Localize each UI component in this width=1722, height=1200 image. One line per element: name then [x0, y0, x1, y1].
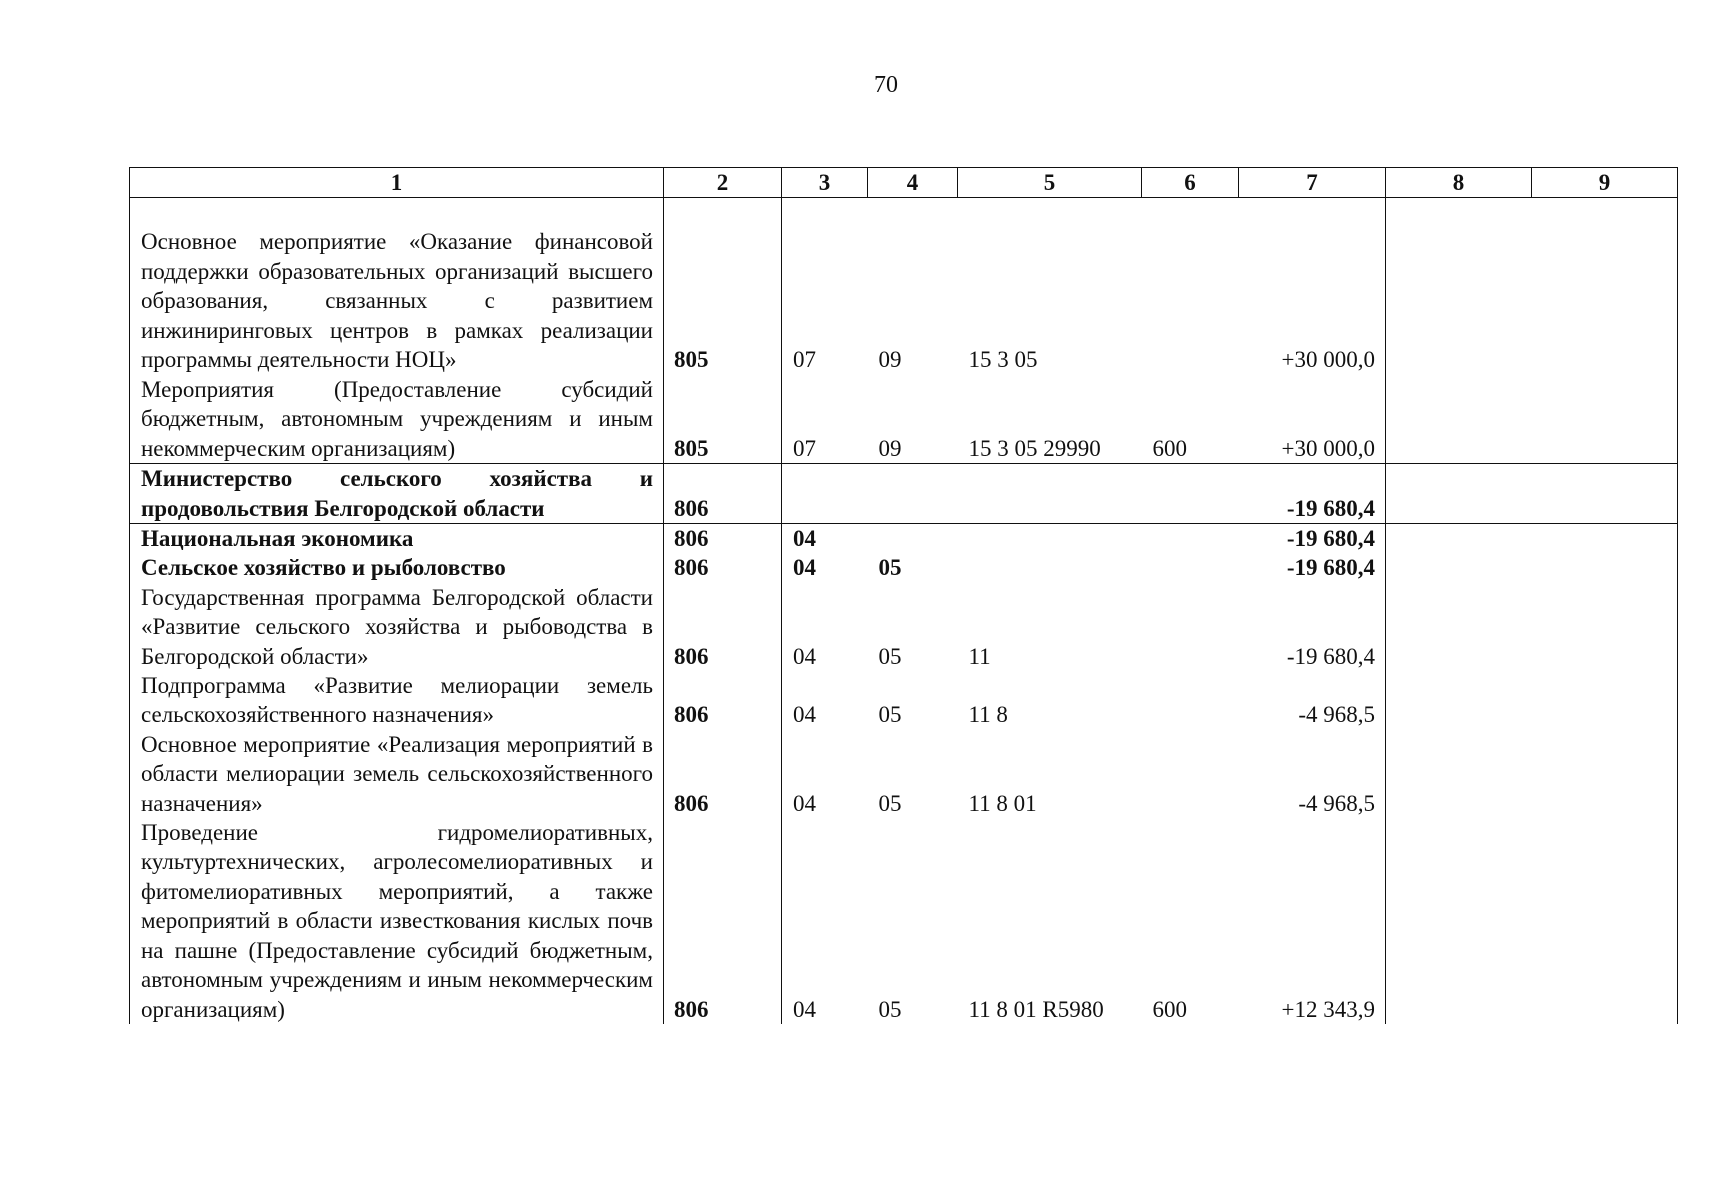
cell-expense-type: [1142, 730, 1239, 818]
header-col-3: 3: [782, 168, 868, 198]
cell-subsection: 05: [878, 643, 902, 669]
cell-col-9: [1532, 583, 1678, 671]
cell-col-8: [1386, 375, 1532, 464]
header-col-7: 7: [1239, 168, 1386, 198]
cell-col-8: [1386, 818, 1532, 1024]
cell-section: 04: [793, 996, 816, 1022]
row-description: Министерство сельского хозяйства и продовольствия Белгородской области: [130, 464, 664, 524]
header-col-4: 4: [868, 168, 958, 198]
row-description: Национальная экономика: [130, 524, 664, 554]
cell-subsection: [868, 464, 958, 524]
cell-target-article: 15 3 05 29990: [968, 435, 1101, 461]
header-col-2: 2: [664, 168, 782, 198]
cell-amount: -19 680,4: [1239, 524, 1386, 554]
table-row: [130, 730, 1678, 818]
table-row: [130, 583, 1678, 671]
cell-ministry-code: 805: [664, 375, 782, 464]
cell-expense-type: [1142, 671, 1239, 730]
cell-col-9: [1532, 818, 1678, 1024]
cell-amount: -4 968,5: [1239, 730, 1386, 818]
table-header: [130, 168, 1678, 198]
row-description: Основное мероприятие «Оказание финансовой поддержки образовательных организаций высшего образования, связанных с развитием инжиниринговых центров в рамках реализации программы деятельности НОЦ»: [130, 198, 664, 375]
cell-target-article: 11 8: [968, 702, 1008, 728]
row-description: Государственная программа Белгородской области «Развитие сельского хозяйства и рыбоводства в Белгородской области»: [130, 583, 664, 671]
cell-col-9: [1532, 464, 1678, 524]
cell-expense-type: [1142, 583, 1239, 671]
header-col-6: 6: [1142, 168, 1239, 198]
cell-subsection: 05: [878, 555, 902, 581]
cell-target-article: [958, 553, 1142, 582]
cell-col-8: [1386, 671, 1532, 730]
cell-amount: -4 968,5: [1239, 671, 1386, 730]
cell-col-9: [1532, 375, 1678, 464]
cell-col-9: [1532, 553, 1678, 582]
cell-target-article: 11 8 01: [968, 790, 1037, 816]
cell-col-8: [1386, 464, 1532, 524]
cell-amount: +30 000,0: [1239, 375, 1386, 464]
cell-col-8: [1386, 198, 1532, 375]
cell-target-article: [958, 464, 1142, 524]
cell-section: 07: [793, 347, 816, 373]
cell-ministry-code: 806: [664, 730, 782, 818]
cell-expense-type: [1142, 553, 1239, 582]
cell-subsection: [868, 524, 958, 554]
cell-section: 04: [782, 524, 868, 554]
cell-subsection: 09: [878, 347, 902, 373]
cell-expense-type: 600: [1152, 435, 1187, 461]
cell-ministry-code: 805: [664, 198, 782, 375]
cell-target-article: [958, 524, 1142, 554]
cell-col-9: [1532, 730, 1678, 818]
cell-amount: -19 680,4: [1239, 583, 1386, 671]
row-description: Сельское хозяйство и рыболовство: [130, 553, 664, 582]
cell-subsection: 05: [878, 790, 902, 816]
cell-amount: -19 680,4: [1239, 553, 1386, 582]
table-row: [130, 464, 1678, 524]
row-description: Мероприятия (Предоставление субсидий бюджетным, автономным учреждениям и иным некоммерческим организациям): [130, 375, 664, 464]
cell-ministry-code: 806: [664, 818, 782, 1024]
cell-ministry-code: 806: [664, 583, 782, 671]
cell-amount: +30 000,0: [1239, 198, 1386, 375]
table-row: [130, 375, 1678, 464]
row-description: Основное мероприятие «Реализация мероприятий в области мелиорации земель сельскохозяйственного назначения»: [130, 730, 664, 818]
cell-col-8: [1386, 524, 1532, 554]
table-row: [130, 524, 1678, 554]
header-col-9: 9: [1532, 168, 1678, 198]
cell-section: 04: [793, 702, 816, 728]
header-col-5: 5: [958, 168, 1142, 198]
cell-subsection: 05: [878, 996, 902, 1022]
cell-col-8: [1386, 553, 1532, 582]
cell-section: [782, 464, 868, 524]
cell-section: 04: [793, 555, 816, 581]
cell-ministry-code: 806: [664, 464, 782, 524]
cell-target-article: 11 8 01 R5980: [968, 996, 1104, 1022]
cell-amount: -19 680,4: [1239, 464, 1386, 524]
header-col-1: 1: [130, 168, 664, 198]
table-row: [130, 671, 1678, 730]
cell-expense-type: [1142, 524, 1239, 554]
cell-target-article: 11: [968, 643, 991, 669]
cell-expense-type: [1142, 464, 1239, 524]
cell-col-9: [1532, 198, 1678, 375]
table-row: [130, 553, 1678, 582]
cell-ministry-code: 806: [664, 671, 782, 730]
cell-subsection: 05: [878, 702, 902, 728]
cell-section: 07: [793, 435, 816, 461]
cell-subsection: 09: [878, 435, 902, 461]
cell-expense-type: 600: [1152, 996, 1187, 1022]
table-row: [130, 198, 1678, 375]
row-description: Подпрограмма «Развитие мелиорации земель сельскохозяйственного назначения»: [130, 671, 664, 730]
cell-amount: +12 343,9: [1239, 818, 1386, 1024]
cell-col-8: [1386, 730, 1532, 818]
budget-table: [129, 167, 1678, 1024]
cell-target-article: 15 3 05: [968, 347, 1038, 373]
cell-ministry-code: 806: [664, 524, 782, 554]
cell-section: 04: [793, 643, 816, 669]
cell-expense-type: [1142, 198, 1239, 375]
cell-section: 04: [793, 790, 816, 816]
cell-ministry-code: 806: [664, 553, 782, 582]
cell-col-9: [1532, 524, 1678, 554]
cell-col-9: [1532, 671, 1678, 730]
cell-col-8: [1386, 583, 1532, 671]
header-col-8: 8: [1386, 168, 1532, 198]
page-number: 70: [874, 72, 898, 98]
table-row: [130, 818, 1678, 1024]
row-description: Проведение гидромелиоративных, культуртехнических, агролесомелиоративных и фитомелиоративных мероприятий, а также мероприятий в области известкования кислых почв на пашне (Предоставление субсидий бюджетным, автономным учреждениям и иным некоммерческим организациям): [130, 818, 664, 1024]
